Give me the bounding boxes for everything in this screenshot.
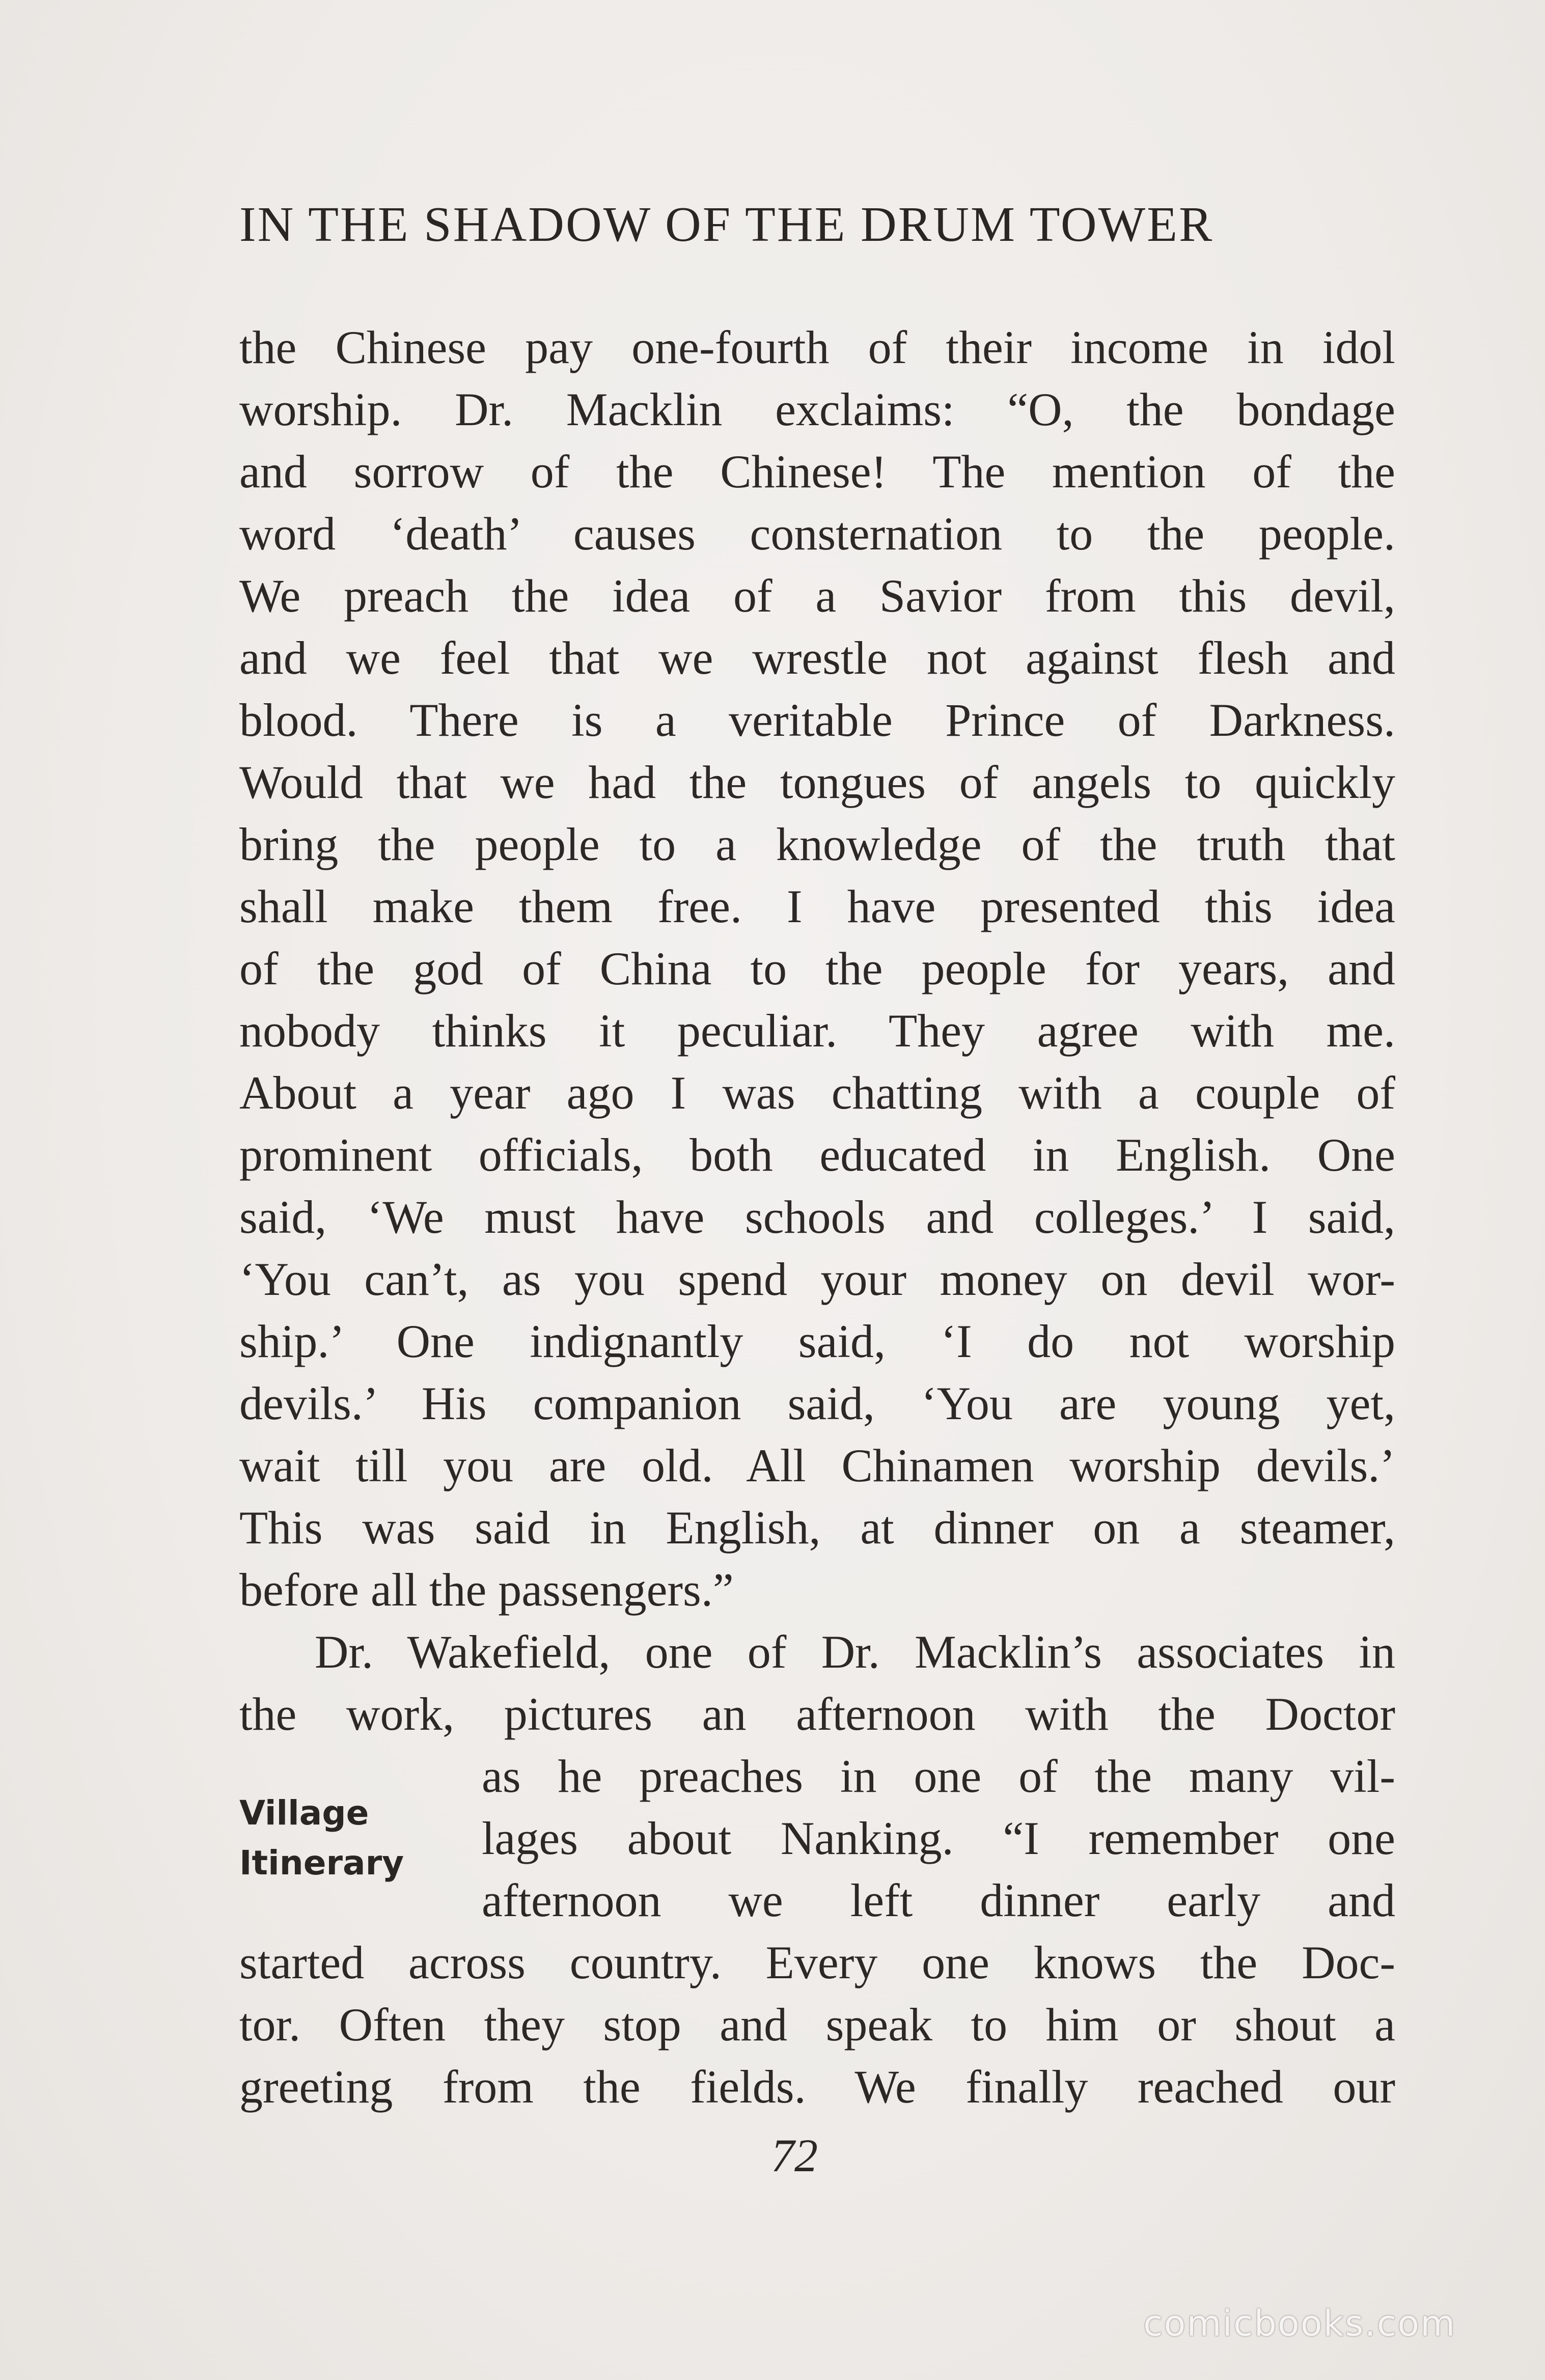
text-line: word ‘death’ causes consternation to the people. xyxy=(239,508,1395,560)
text-line: Dr. Wakefield, one of Dr. Macklin’s associates in xyxy=(315,1626,1395,1678)
text-line: the Chinese pay one-fourth of their income in idol xyxy=(239,321,1395,373)
running-head: IN THE SHADOW OF THE DRUM TOWER xyxy=(239,197,1214,252)
text-line: shall make them free. I have presented this idea xyxy=(239,880,1395,932)
text-line: before all the passengers.” xyxy=(239,1564,734,1616)
text-line: afternoon we left dinner early and xyxy=(482,1874,1395,1926)
text-line: blood. There is a veritable Prince of Darkness. xyxy=(239,694,1395,746)
text-line: prominent officials, both educated in English. One xyxy=(239,1129,1395,1181)
text-line: devils.’ His companion said, ‘You are young yet, xyxy=(239,1377,1395,1429)
text-line: said, ‘We must have schools and colleges.’ I said, xyxy=(239,1191,1395,1243)
text-line: greeting from the fields. We finally reached our xyxy=(239,2061,1395,2113)
text-line: wait till you are old. All Chinamen worship devils.’ xyxy=(239,1440,1395,1491)
text-line: This was said in English, at dinner on a steamer, xyxy=(239,1502,1395,1554)
text-line: ship.’ One indignantly said, ‘I do not worship xyxy=(239,1315,1395,1367)
text-line: bring the people to a knowledge of the truth that xyxy=(239,818,1395,870)
sidenote-line: Itinerary xyxy=(239,1843,404,1883)
text-line: the work, pictures an afternoon with the Doctor xyxy=(239,1688,1395,1740)
text-line: and we feel that we wrestle not against flesh and xyxy=(239,632,1395,684)
text-line: as he preaches in one of the many vil- xyxy=(482,1750,1395,1802)
text-line: nobody thinks it peculiar. They agree with me. xyxy=(239,1005,1395,1057)
text-line: lages about Nanking. “I remember one xyxy=(482,1812,1395,1864)
text-line: Would that we had the tongues of angels to quickly xyxy=(239,756,1395,808)
text-line: of the god of China to the people for years, and xyxy=(239,943,1395,994)
sidenote-line: Village xyxy=(239,1793,369,1833)
text-line: worship. Dr. Macklin exclaims: “O, the bondage xyxy=(239,383,1395,435)
text-line: and sorrow of the Chinese! The mention of the xyxy=(239,446,1395,497)
text-line: We preach the idea of a Savior from this devil, xyxy=(239,570,1395,622)
text-line: ‘You can’t, as you spend your money on devil wor- xyxy=(239,1253,1395,1305)
text-line: About a year ago I was chatting with a couple of xyxy=(239,1067,1395,1119)
text-line: tor. Often they stop and speak to him or shout a xyxy=(239,1999,1395,2051)
text-line: started across country. Every one knows the Doc- xyxy=(239,1936,1395,1988)
watermark: comicbooks.com xyxy=(1143,2303,1456,2344)
page-number: 72 xyxy=(771,2129,818,2181)
